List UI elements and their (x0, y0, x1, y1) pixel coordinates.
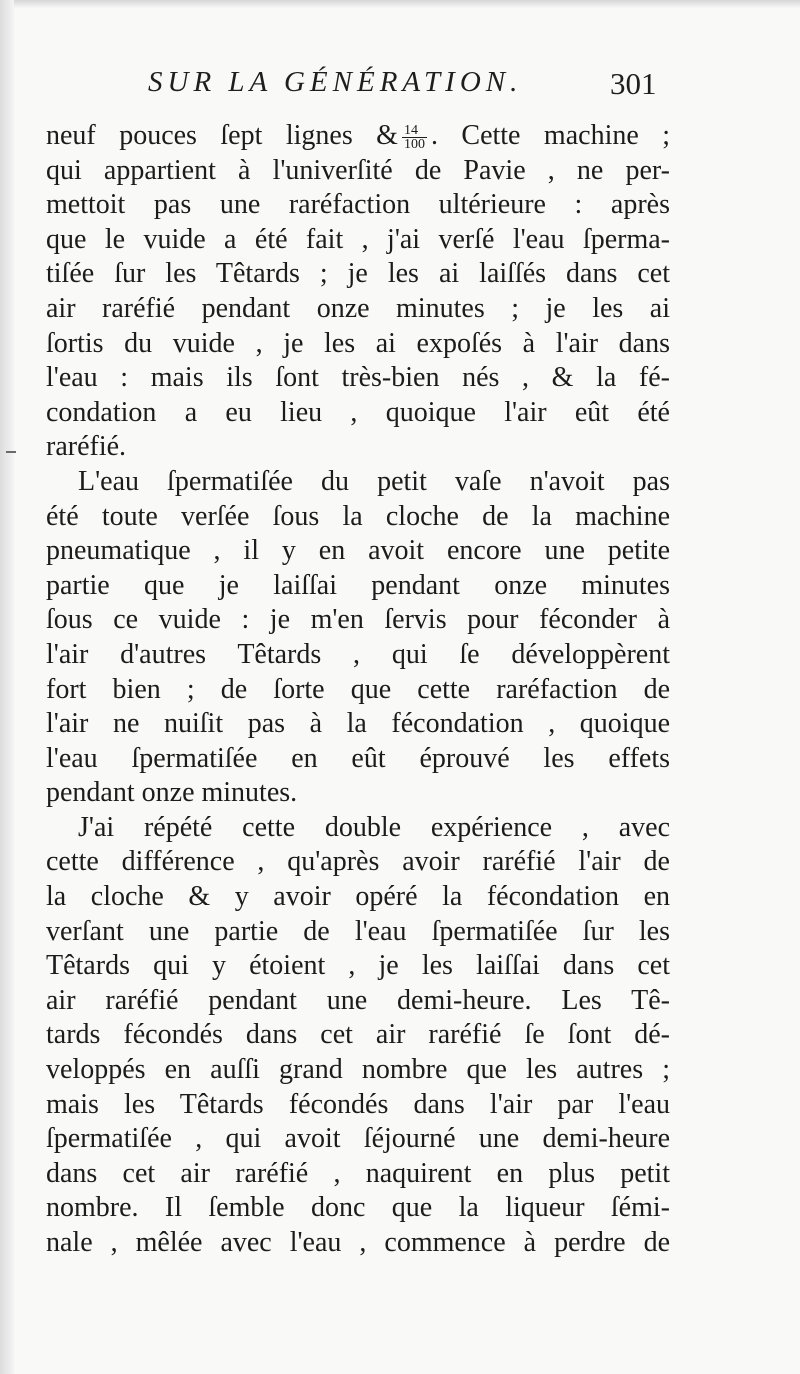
text-line-21: J'ai répété cette double expérience , avec (78, 811, 670, 843)
text-line-25: Têtards qui y étoient , je les laiſſai dans cet (46, 950, 670, 982)
text-line-8: l'eau : mais ils ſont très-bien nés , & la fé- (46, 362, 670, 394)
text-line-24: verſant une partie de l'eau ſpermatiſée ſur les (46, 915, 670, 947)
text-line-32: nombre. Il ſemble donc que la liqueur ſémi- (46, 1192, 670, 1224)
text-line-26: air raréfié pendant une demi-heure. Les Tê- (46, 984, 670, 1016)
text-line-1: neuf pouces ſept lignes & $\frac{14}{100}$ . Cette machine ; (46, 120, 671, 153)
text-line-18: l'air ne nuiſit pas à la fécondation , quoique (46, 708, 670, 740)
text-line-15: ſous ce vuide : je m'en ſervis pour féconder à (46, 604, 670, 636)
text-line-28: veloppés en auſſi grand nombre que les autres ; (46, 1054, 670, 1086)
text-line-5: tiſée ſur les Têtards ; je les ai laiſſés dans cet (46, 258, 670, 290)
fraction (402, 124, 427, 151)
running-head (0, 66, 800, 110)
text-line-31: dans cet air raréfié , naquirent en plus petit (46, 1157, 670, 1189)
text-line-19: l'eau ſpermatiſée en eût éprouvé les effets (46, 742, 670, 774)
fraction-denominator: 100 (403, 137, 425, 153)
text-line-4: que le vuide a été fait , j'ai verſé l'eau ſperma- (46, 223, 670, 255)
text-line-29: mais les Têtards fécondés dans l'air par l'eau (46, 1088, 670, 1120)
text-line-2: qui appartient à l'univerſité de Pavie , ne per- (46, 154, 670, 186)
text-line-6: air raréfié pendant onze minutes ; je les ai (46, 292, 670, 324)
text-line-10: raréfié. (46, 431, 127, 463)
body-text (46, 119, 670, 1261)
page-number: 301 (610, 66, 657, 101)
text-line-16: l'air d'autres Têtards , qui ſe développèrent (46, 638, 670, 670)
text-line-17: fort bien ; de ſorte que cette raréfaction de (46, 673, 670, 705)
text-line-14: partie que je laiſſai pendant onze minutes (46, 569, 670, 601)
fraction-numerator: 14 (402, 124, 427, 138)
text-line-9: condation a eu lieu , quoique l'air eût été (46, 396, 670, 428)
text-line-3: mettoit pas une raréfaction ultérieure : après (46, 189, 670, 221)
text-line-13: pneumatique , il y en avoit encore une petite (46, 535, 670, 567)
scan-edge-top (0, 0, 800, 8)
running-title: SUR LA GÉNÉRATION. (148, 66, 523, 98)
text-line-30: ſpermatiſée , qui avoit ſéjourné une demi-heure (46, 1123, 670, 1155)
scan-edge-left (0, 0, 14, 1374)
text-line-22: cette différence , qu'après avoir raréfié l'air de (46, 846, 670, 878)
text-line-20: pendant onze minutes. (46, 777, 298, 809)
text-line-27: tards fécondés dans cet air raréfié ſe ſont dé- (46, 1019, 670, 1051)
text-line-23: la cloche & y avoir opéré la fécondation en (46, 881, 670, 913)
text-line-12: été toute verſée ſous la cloche de la machine (46, 500, 670, 532)
margin-mark (6, 451, 16, 453)
text-line-7: ſortis du vuide , je les ai expoſés à l'air dans (46, 327, 670, 359)
text-line-11: L'eau ſpermatiſée du petit vaſe n'avoit pas (78, 465, 670, 497)
text-line-33: nale , mêlée avec l'eau , commence à perdre de (46, 1227, 670, 1258)
